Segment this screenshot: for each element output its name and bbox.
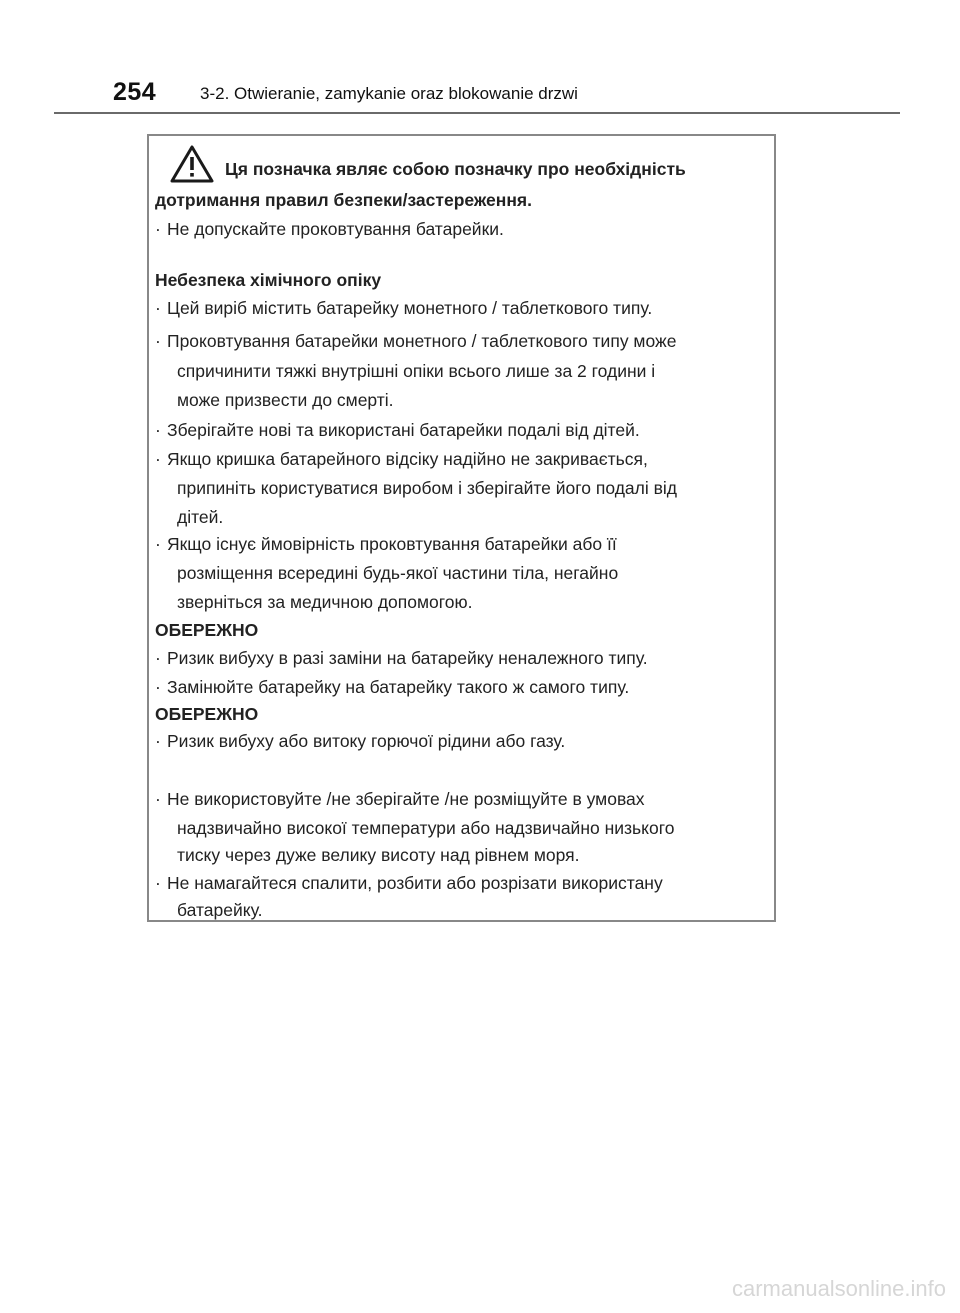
- notice-heading-line-1: Ця позначка являє собою позначку про необхідність: [225, 159, 686, 179]
- notice-item-continued: може призвести до смерті.: [177, 390, 394, 410]
- notice-item: · Зберігайте нові та використані батарейки подалі від дітей.: [155, 420, 640, 440]
- notice-item: · Замінюйте батарейку на батарейку такого ж самого типу.: [155, 677, 630, 697]
- notice-item: · Не допускайте проковтування батарейки.: [155, 219, 504, 239]
- bullet-dot: ·: [155, 534, 161, 554]
- chapter-title: 3-2. Otwieranie, zamykanie oraz blokowanie drzwi: [200, 84, 578, 103]
- notice-item: · Ризик вибуху в разі заміни на батарейку неналежного типу.: [155, 648, 648, 668]
- page-number: 254: [113, 78, 157, 106]
- notice-item: · Ризик вибуху або витоку горючої рідини або газу.: [155, 731, 566, 751]
- bullet-dot: ·: [155, 219, 161, 239]
- notice-item: · Не намагайтеся спалити, розбити або розрізати використану: [155, 873, 663, 893]
- bullet-dot: ·: [155, 731, 161, 751]
- notice-item: · Цей виріб містить батарейку монетного / таблеткового типу.: [155, 298, 653, 318]
- header-divider: [54, 112, 900, 114]
- notice-item-continued: зверніться за медичною допомогою.: [177, 592, 473, 612]
- caution-heading: ОБЕРЕЖНО: [155, 704, 259, 724]
- notice-item-continued: тиску через дуже велику висоту над рівнем моря.: [177, 845, 580, 865]
- bullet-dot: ·: [155, 789, 161, 809]
- notice-item: · Якщо кришка батарейного відсіку надійно не закривається,: [155, 449, 648, 469]
- notice-item: · Проковтування батарейки монетного / таблеткового типу може: [155, 331, 677, 351]
- caution-heading: ОБЕРЕЖНО: [155, 620, 259, 640]
- notice-heading-line-2: дотримання правил безпеки/застереження.: [155, 190, 533, 210]
- notice-item-continued: розміщення всередині будь-якої частини тіла, негайно: [177, 563, 619, 583]
- warning-triangle-icon: [170, 145, 214, 183]
- safety-notice-box: [147, 134, 776, 922]
- notice-item-continued: припиніть користуватися виробом і зберігайте його подалі від: [177, 478, 678, 498]
- bullet-dot: ·: [155, 677, 161, 697]
- page-header: [0, 0, 960, 116]
- bullet-dot: ·: [155, 298, 161, 318]
- notice-item-continued: батарейку.: [177, 900, 263, 920]
- notice-item: · Не використовуйте /не зберігайте /не розміщуйте в умовах: [155, 789, 645, 809]
- bullet-dot: ·: [155, 873, 161, 893]
- bullet-dot: ·: [155, 648, 161, 668]
- watermark: carmanualsonline.info: [731, 1276, 946, 1301]
- chemical-burn-heading: Небезпека хімічного опіку: [155, 270, 382, 290]
- notice-item-continued: надзвичайно високої температури або надзвичайно низького: [177, 818, 675, 838]
- notice-item-continued: спричинити тяжкі внутрішні опіки всього лише за 2 години і: [177, 361, 656, 381]
- notice-item: · Якщо існує ймовірність проковтування батарейки або її: [155, 534, 617, 554]
- bullet-dot: ·: [155, 331, 161, 351]
- bullet-dot: ·: [155, 449, 161, 469]
- bullet-dot: ·: [155, 420, 161, 440]
- notice-item-continued: дітей.: [177, 507, 224, 527]
